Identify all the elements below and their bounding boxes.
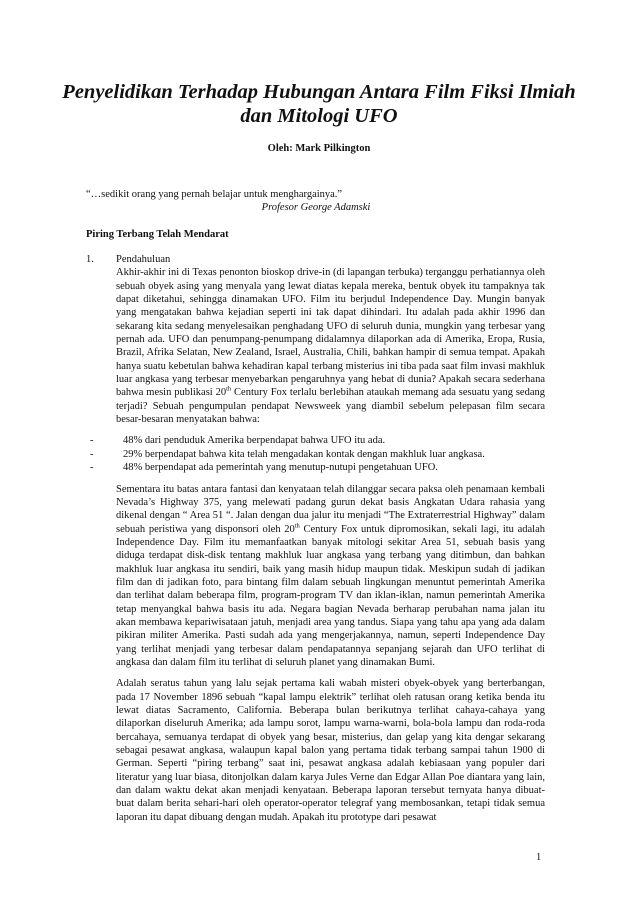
list-item-text: 29% berpendapat bahwa kita telah mengadakan kontak dengan makhluk luar angkasa. [123, 448, 485, 460]
list-item [90, 434, 545, 447]
bullet-dash: - [90, 435, 94, 447]
paragraph-1-superscript: th [226, 385, 232, 393]
section-heading: Piring Terbang Telah Mendarat [86, 229, 229, 240]
paper-title: Penyelidikan Terhadap Hubungan Antara Film Fiksi Ilmiah dan Mitologi UFO [62, 81, 576, 127]
paragraph-1-text-b: Century Fox terlalu berlebihan ataukah memang ada sesuatu yang sedang terjadi? Sebuah pengumpulan pendapat Newsweek yang diambil sebelum pelepasan film secara besar-besaran menyatakan bahwa: [116, 387, 545, 426]
paragraph-3: Adalah seratus tahun yang lalu sejak pertama kali wabah misteri obyek-obyek yang berterbangan, pada 17 November 1896 sebuah “kapal lampu elektrik” terlihat oleh ratusan orang ketika benda itu lewat diatas Sacramento, California. Beberapa bulan berikutnya terlihat cahaya-cahaya yang dilaporkan diseluruh Amerika; ada lampu sorot, lampu warna-warni, bola-bola lampu dan roda-roda bercahaya, semuanya terdapat di obyek yang besar, misterius, dan gelap yang kita dengar sekarang sebagai pesawat angkasa, walaupun kapal balon yang pertama tidak terbang sampai tahun 1900 di German. Seperti “piring terbang” saat ini, pesawat angkasa adalah kebiasaan yang populer dari literatur yang luar biasa, ditonjolkan dalam karya Jules Verne dan Edgar Allan Poe diantara yang lain, dan dalam waktu dekat akan menjadi kenyataan. Beberapa laporan tersebut ternyata hanya dibuat-buat dalam berita sehari-hari oleh operator-operator telegraf yang membosankan, tetapi tidak semua laporan itu dapat dibuang dengan mudah. Apakah itu prototype dari pesawat [116, 678, 545, 823]
section-body [90, 253, 545, 824]
list-item-text: 48% berpendapat ada pemerintah yang menutup-nutupi pengetahuan UFO. [123, 462, 438, 474]
epigraph-attribution: Profesor George Adamski [261, 202, 371, 213]
paragraph-2-text-a: Sementara itu batas antara fantasi dan kenyataan telah dilanggar secara paksa oleh penamaan kembali Nevada’s Highway 375, yang melewati padang gurun dekat basis Angkatan Udara rahasia yang dikenal dengan “ Area 51 “. Jalan dengan dua jalur itu menjadi “The Extraterrestrial Highway” dalam sebuah peristiwa yang disponsori oleh 20 [116, 483, 545, 535]
bullet-dash: - [90, 462, 94, 474]
section-number: 1. [86, 254, 94, 265]
list-item [90, 448, 545, 461]
bullet-dash: - [90, 448, 94, 460]
paragraph-2-superscript: th [294, 522, 300, 530]
epigraph-quote: “…sedikit orang yang pernah belajar untuk menghargainya.” [86, 189, 343, 200]
poll-results-list [90, 434, 545, 474]
paragraph-2-text-b: Century Fox untuk dipromosikan, sekali lagi, itu adalah Independence Day. Film itu memanfaatkan banyak mitologi sekitar Area 51, sebuah basis yang diduga terdapat disk-disk tentang makhluk luar angkasa yang terbang yang ditimbun, dan bahkan makhluk luar angkasa itu sendiri, baik yang masih hidup maupun tidak. Meskipun sudah di jadikan film dan di jadikan foto, para bintang film dalam sebuah lingkungan menuntut pemerintah Amerika dan terlihat dalam beberapa film, program-program TV dan iklan-iklan, namun pemerintah Amerika tetap menyangkal bahwa basis itu ada. Negara bagian Nevada berharap perubahan nama jalan itu akan membawa kepariwisataan jatuh, menjadi area yang tandus. Siapa yang tahu apa yang ada dalam pikiran militer Amerika. Pasti sudah ada yang mengerjakannya, namun, seperti Independence Day yang terlihat menjadi yang terbesar dalam pendapatannya sepanjang sejarah dan UFO terlihat di angkasa dan dalam film itu terlihat di seluruh planet yang dinamakan Bumi. [116, 523, 545, 668]
paragraph-1-text-a: Akhir-akhir ini di Texas penonton bioskop drive-in (di lapangan terbuka) terganggu perhatiannya oleh sebuah obyek asing yang menyala yang lewat diatas kepala mereka, bentuk obyek itu tampaknya tak dapat diketahui, sehingga dinamakan UFO. Film itu berjudul Independence Day. Mungin banyak yang mengatakan bahwa kejadian seperti ini tak dapat dihindari. Itu adalah pada akhir 1996 dan sekarang kita sedang menyelesaikan penghadang UFO di seluruh dunia, mungkin yang terbesar yang pernah ada. UFO dan penumpang-penumpang didalamnya dilaporkan ada di Amerika, Eropa, Rusia, Brazil, Afrika Selatan, New Zealand, Israel, Australia, Chili, bahkan hampir di semua tempat. Apakah hanya suatu kebetulan bahwa kehadiran kapal terbang misterius ini tiba pada saat film invasi makhluk luar angkasa yang terbesar menyebarkan pengaruhnya yang hebat di dunia? Apakah secara sederhana bahwa mesin publikasi 20 [116, 267, 545, 399]
paragraph-1 [116, 266, 545, 426]
list-item-text: 48% dari penduduk Amerika berpendapat bahwa UFO itu ada. [123, 435, 386, 447]
list-item [90, 461, 545, 474]
page-number: 1 [536, 852, 542, 863]
subsection-title: Pendahuluan [116, 254, 171, 265]
paragraph-2 [116, 483, 545, 670]
author-line: Oleh: Mark Pilkington [267, 143, 371, 154]
